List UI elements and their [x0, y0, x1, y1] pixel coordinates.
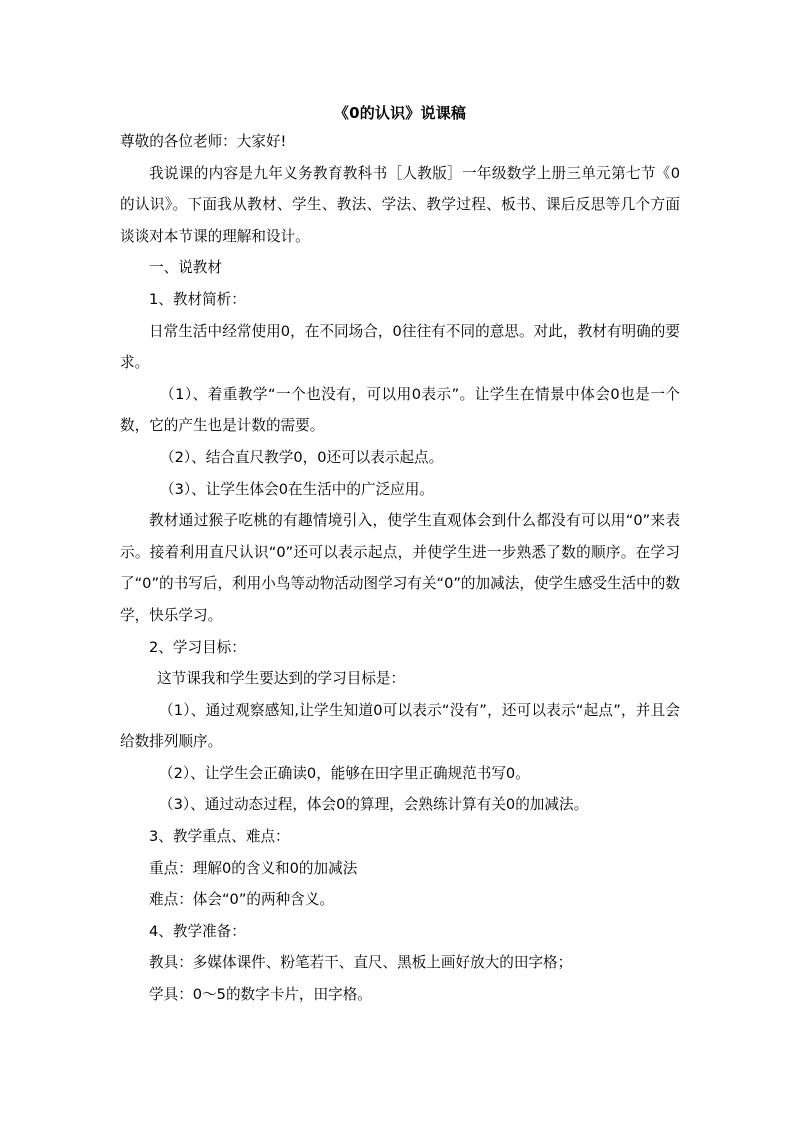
analysis-paragraph: 日常生活中经常使用0，在不同场合，0往往有不同的意思。对此，教材有明确的要求。: [120, 322, 680, 372]
subheading-textbook-analysis: 1、教材简析：: [149, 290, 246, 308]
requirement-1: （1）、着重教学“一个也没有，可以用0表示”。让学生在情景中体会0也是一个数，它的产生也是计数的需要。: [120, 385, 680, 435]
subheading-learning-goals: 2、学习目标：: [149, 638, 246, 656]
goal-1: （1）、通过观察感知,让学生知道0可以表示“没有”，还可以表示“起点”，并且会给数排列顺序。: [120, 701, 680, 751]
goal-3: （3）、通过动态过程，体会0的算理，会熟练计算有关0的加减法。: [159, 796, 589, 814]
learning-aids: 学具：0～5的数字卡片，田字格。: [149, 986, 372, 1004]
key-point: 重点：理解0的含义和0的加减法: [149, 859, 358, 877]
document-body: [120, 100, 680, 1011]
section-heading-textbook: 一、说教材: [149, 259, 222, 277]
teaching-aids: 教具：多媒体课件、粉笔若干、直尺、黑板上画好放大的田字格；: [149, 954, 573, 972]
subheading-key-points: 3、教学重点、难点：: [149, 828, 290, 846]
document-title: 《0的认识》说课稿: [333, 104, 467, 122]
intro-paragraph: 我说课的内容是九年义务教育教科书［人教版］一年级数学上册三单元第七节《0的认识》。下面我从教材、学生、教法、学法、教学过程、板书、课后反思等几个方面谈谈对本节课的理解和设计。: [120, 164, 680, 245]
requirement-2: （2）、结合直尺教学0，0还可以表示起点。: [160, 448, 444, 466]
subheading-preparation: 4、教学准备：: [149, 922, 246, 940]
greeting: 尊敬的各位老师：大家好!: [120, 133, 287, 150]
requirement-3: （3）、让学生体会0在生活中的广泛应用。: [160, 480, 434, 498]
textbook-description: 教材通过猴子吃桃的有趣情境引入，使学生直观体会到什么都没有可以用“0”来表示。接着利用直尺认识“0”还可以表示起点，并使学生进一步熟悉了数的顺序。在学习了“0”的书写后，利用小鸟等动物活动图学习有关“0”的加减法，使学生感受生活中的数学，快乐学习。: [120, 512, 680, 624]
goal-2: （2）、让学生会正确读0，能够在田字里正确规范书写0。: [159, 764, 530, 782]
difficult-point: 难点：体会“0”的两种含义。: [149, 891, 334, 909]
goals-intro: 这节课我和学生要达到的学习目标是：: [157, 670, 406, 688]
